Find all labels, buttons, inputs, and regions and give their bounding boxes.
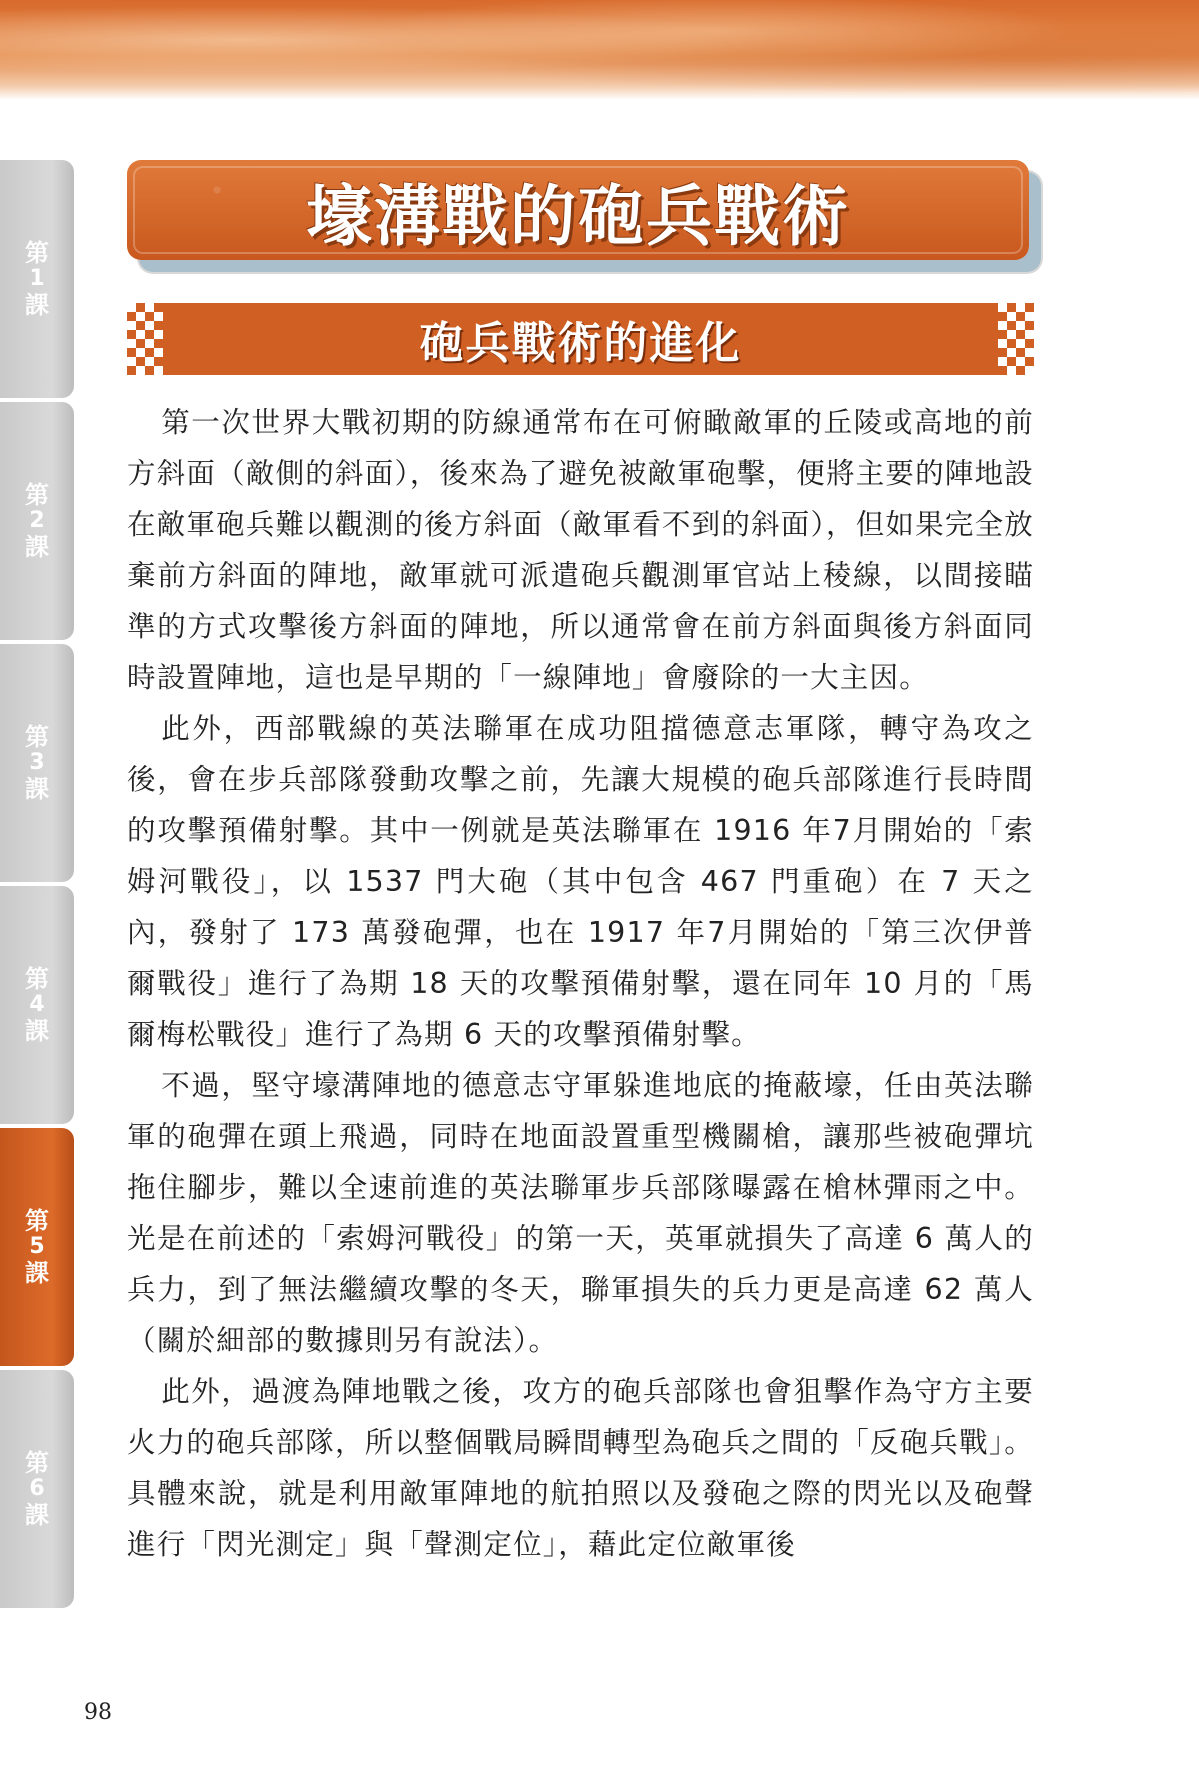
chapter-tab-1[interactable] (0, 160, 74, 398)
chapter-tabs (0, 160, 74, 1612)
tab-label-num: 3 (29, 750, 45, 775)
tab-label-post: 課 (25, 291, 49, 319)
tab-label-num: 6 (29, 1476, 45, 1501)
paragraph-1: 第一次世界大戰初期的防線通常布在可俯瞰敵軍的丘陵或高地的前方斜面（敵側的斜面），後來為了避免被敵軍砲擊，便將主要的陣地設在敵軍砲兵難以觀測的後方斜面（敵軍看不到的斜面），但如果完全放棄前方斜面的陣地，敵軍就可派遣砲兵觀測軍官站上稜線，以間接瞄準的方式攻擊後方斜面的陣地，所以通常會在前方斜面與後方斜面同時設置陣地，這也是早期的「一線陣地」會廢除的一大主因。 (127, 406, 1034, 694)
tab-label-num: 2 (29, 508, 45, 533)
tab-label-num: 4 (29, 992, 45, 1017)
section-subtitle: 砲兵戰術的進化 (419, 318, 742, 369)
tab-label-post: 課 (25, 1017, 49, 1045)
checker-decoration-left (127, 303, 163, 375)
paragraph-3: 不過，堅守壕溝陣地的德意志守軍躲進地底的掩蔽壕，任由英法聯軍的砲彈在頭上飛過，同時在地面設置重型機關槍，讓那些被砲彈坑拖住腳步，難以全速前進的英法聯軍步兵部隊曝露在槍林彈雨之中。光是在前述的「索姆河戰役」的第一天，英軍就損失了高達 6 萬人的兵力，到了無法繼續攻擊的冬天，聯軍損失的兵力更是高達 62 萬人（關於細部的數據則另有說法）。 (127, 1069, 1034, 1357)
tab-label-pre: 第 (25, 481, 49, 509)
body-text (127, 397, 1034, 1570)
paragraph-2: 此外，西部戰線的英法聯軍在成功阻擋德意志軍隊，轉守為攻之後，會在步兵部隊發動攻擊之前，先讓大規模的砲兵部隊進行長時間的攻擊預備射擊。其中一例就是英法聯軍在 1916 年7月開始的「索姆河戰役」，以 1537 門大砲（其中包含 467 門重砲）在 7 天之內，發射了 173 萬發砲彈，也在 1917 年7月開始的「第三次伊普爾戰役」進行了為期 18 天的攻擊預備射擊，還在同年 10 月的「馬爾梅松戰役」進行了為期 6 天的攻擊預備射擊。 (127, 712, 1034, 1051)
tab-label-pre: 第 (25, 1449, 49, 1477)
tab-label-post: 課 (25, 533, 49, 561)
chapter-tab-4[interactable] (0, 886, 74, 1124)
tab-label-pre: 第 (25, 239, 49, 267)
chapter-tab-2[interactable] (0, 402, 74, 640)
chapter-tab-3[interactable] (0, 644, 74, 882)
page-number: 98 (84, 1700, 112, 1725)
paragraph-4: 此外，過渡為陣地戰之後，攻方的砲兵部隊也會狙擊作為守方主要火力的砲兵部隊，所以整個戰局瞬間轉型為砲兵之間的「反砲兵戰」。具體來說，就是利用敵軍陣地的航拍照以及發砲之際的閃光以及砲聲進行「閃光測定」與「聲測定位」，藉此定位敵軍後 (127, 1375, 1034, 1561)
tab-label-pre: 第 (25, 1207, 49, 1235)
tab-label-pre: 第 (25, 723, 49, 751)
page-title: 壕溝戰的砲兵戰術 (306, 176, 850, 255)
subtitle-band (127, 303, 1034, 375)
tab-label-num: 5 (29, 1234, 45, 1259)
tab-label-pre: 第 (25, 965, 49, 993)
chapter-tab-5[interactable] (0, 1128, 74, 1366)
tab-label-post: 課 (25, 1259, 49, 1287)
tab-label-post: 課 (25, 775, 49, 803)
top-decorative-band (0, 0, 1199, 100)
tab-label-post: 課 (25, 1501, 49, 1529)
title-banner (127, 160, 1029, 260)
tab-label-num: 1 (29, 266, 45, 291)
chapter-tab-6[interactable] (0, 1370, 74, 1608)
checker-decoration-right (998, 303, 1034, 375)
